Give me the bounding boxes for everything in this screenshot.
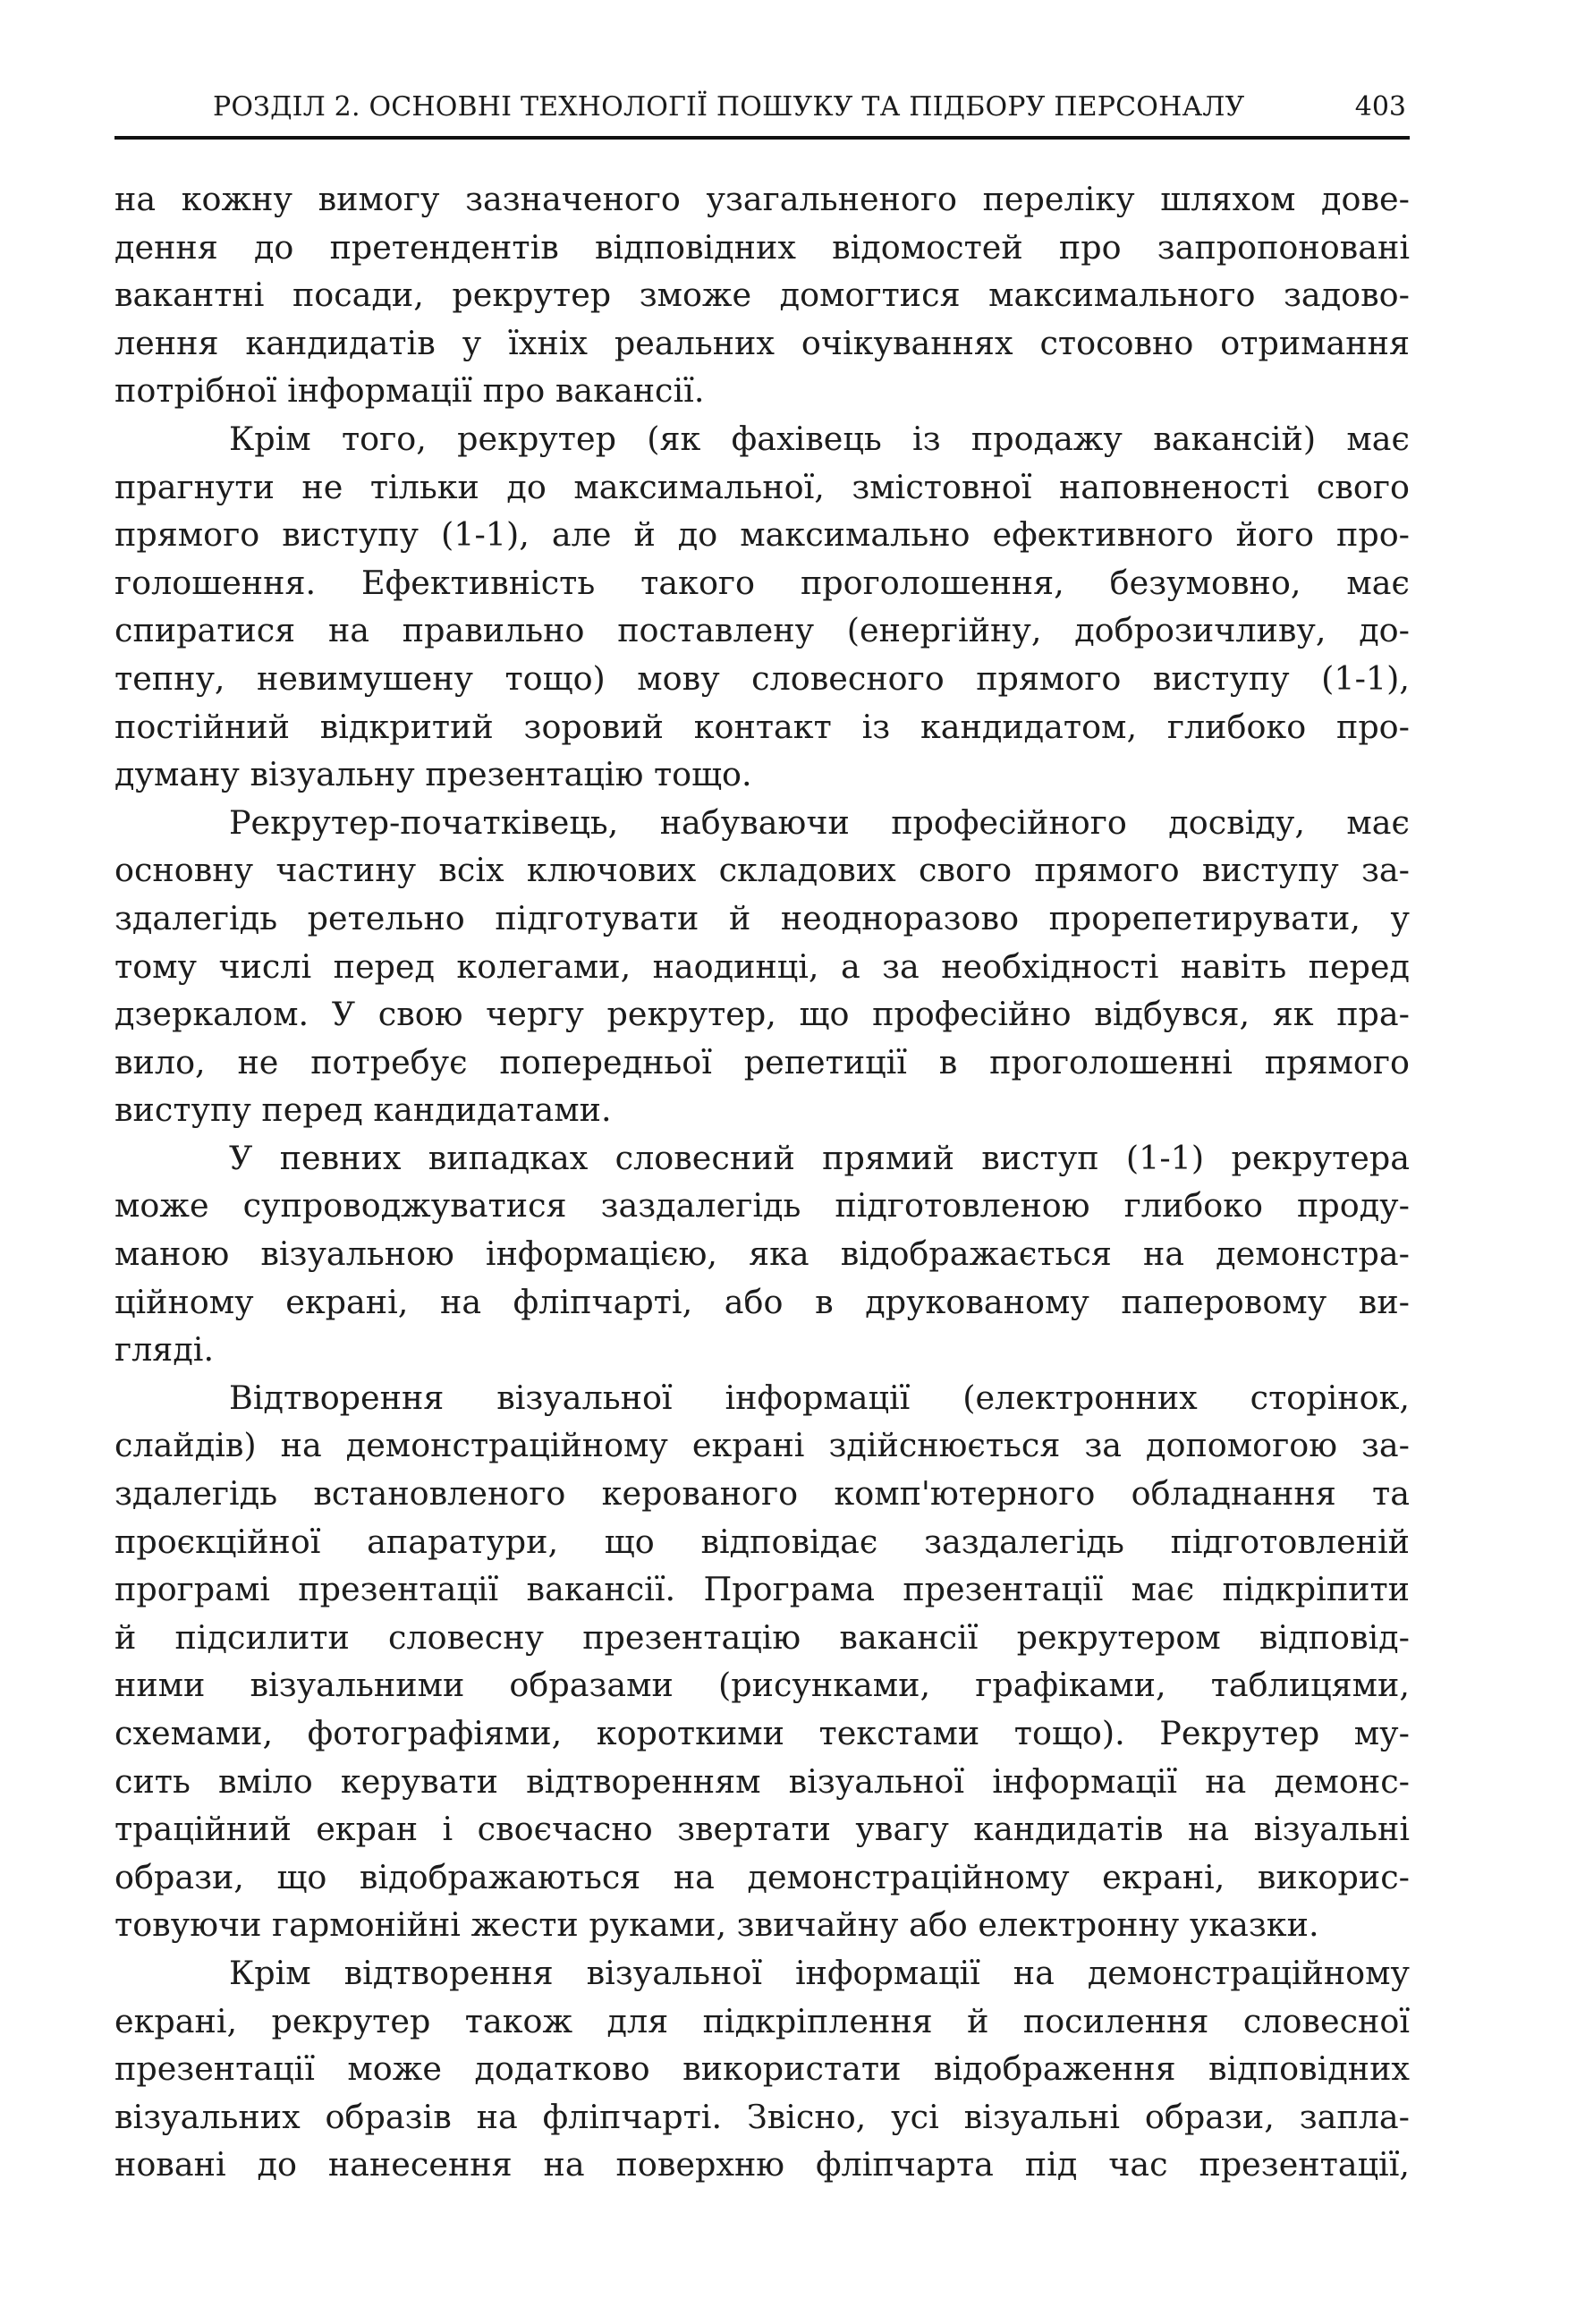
- text-line: основну частину всіх ключових складових свого прямого виступу за-: [114, 851, 1410, 890]
- text-line: ційному екрані, на фліпчарті, або в друкованому паперовому ви-: [114, 1282, 1410, 1321]
- page-number: 403: [1354, 91, 1406, 123]
- text-line: схемами, фотографіями, короткими текстами тощо). Рекрутер му-: [114, 1714, 1410, 1752]
- text-line: спиратися на правильно поставлену (енергійну, доброзичливу, до-: [114, 611, 1410, 650]
- text-line: образи, що відображаються на демонстраційному екрані, викорис-: [114, 1857, 1410, 1896]
- text-line: на кожну вимогу зазначеного узагальненого переліку шляхом дове-: [114, 180, 1410, 218]
- text-line: виступу перед кандидатами.: [114, 1090, 612, 1130]
- text-line: гляді.: [114, 1330, 215, 1370]
- text-line: програмі презентації вакансії. Програма презентації має підкріпити: [114, 1570, 1410, 1609]
- text-line: сить вміло керувати відтворенням візуальної інформації на демонс-: [114, 1761, 1410, 1801]
- text-line: слайдів) на демонстраційному екрані здійснюється за допомогою за-: [114, 1426, 1410, 1465]
- text-line: тому числі перед колегами, наодинці, а за необхідності навіть перед: [114, 946, 1410, 986]
- text-line: товуючи гармонійні жести руками, звичайну або електронну указки.: [114, 1905, 1319, 1945]
- text-line: У певних випадках словесний прямий виступ (1-1) рекрутера: [229, 1138, 1410, 1177]
- text-line: лення кандидатів у їхніх реальних очікуваннях стосовно отримання: [114, 323, 1410, 362]
- text-line: дення до претендентів відповідних відомостей про запропоновані: [114, 227, 1410, 267]
- text-line: й підсилити словесну презентацію вакансії рекрутером відповід-: [114, 1617, 1410, 1657]
- text-line: голошення. Ефективність такого проголошення, безумовно, має: [114, 563, 1410, 602]
- paragraph: [114, 799, 1410, 1134]
- running-header: [114, 86, 1410, 140]
- paragraph: [114, 1949, 1410, 2189]
- paragraph: [114, 415, 1410, 799]
- text-line: здалегідь встановленого керованого комп'ютерного обладнання та: [114, 1474, 1410, 1514]
- text-line: вило, не потребує попередньої репетиції в проголошенні прямого: [114, 1042, 1410, 1081]
- text-line: екрані, рекрутер також для підкріплення й посилення словесної: [114, 2001, 1410, 2040]
- text-line: траційний екран і своєчасно звертати увагу кандидатів на візуальні: [114, 1810, 1410, 1849]
- text-line: постійний відкритий зоровий контакт із кандидатом, глибоко про-: [114, 707, 1410, 746]
- text-line: прямого виступу (1-1), але й до максимально ефективного його про-: [114, 515, 1410, 555]
- text-line: маною візуальною інформацією, яка відображається на демонстра-: [114, 1234, 1410, 1274]
- text-line: вакантні посади, рекрутер зможе домогтися максимального задово-: [114, 276, 1410, 315]
- text-line: ними візуальними образами (рисунками, графіками, таблицями,: [114, 1666, 1410, 1705]
- text-line: може супроводжуватися заздалегідь підготовленою глибоко проду-: [114, 1186, 1410, 1226]
- paragraph: [114, 1374, 1410, 1949]
- text-line: Рекрутер-початківець, набуваючи професійного досвіду, має: [229, 802, 1410, 842]
- body-text: [114, 175, 1410, 2189]
- text-line: прагнути не тільки до максимальної, змістовної наповненості свого: [114, 467, 1410, 506]
- text-line: презентації може додатково використати відображення відповідних: [114, 2049, 1410, 2089]
- text-line: дзеркалом. У свою чергу рекрутер, що професійно відбувся, як пра-: [114, 995, 1410, 1034]
- chapter-title: РОЗДІЛ 2. ОСНОВНІ ТЕХНОЛОГІЇ ПОШУКУ ТА ПІДБОРУ ПЕРСОНАЛУ: [213, 91, 1245, 123]
- text-line: візуальних образів на фліпчарті. Звісно, усі візуальні образи, запла-: [114, 2097, 1410, 2136]
- text-line: проєкційної апаратури, що відповідає заздалегідь підготовленій: [114, 1522, 1410, 1561]
- text-line: Крім того, рекрутер (як фахівець із продажу вакансій) має: [229, 419, 1410, 458]
- paragraph: [114, 1134, 1410, 1374]
- text-line: тепну, невимушену тощо) мову словесного прямого виступу (1-1),: [114, 658, 1410, 698]
- text-line: новані до нанесення на поверхню фліпчарта під час презентації,: [114, 2145, 1410, 2184]
- text-line: Крім відтворення візуальної інформації на демонстраційному: [229, 1953, 1410, 1992]
- text-line: здалегідь ретельно підготувати й неодноразово прорепетирувати, у: [114, 898, 1410, 937]
- text-line: Відтворення візуальної інформації (електронних сторінок,: [229, 1378, 1410, 1417]
- text-line: думану візуальну презентацію тощо.: [114, 755, 752, 794]
- paragraph: [114, 175, 1410, 415]
- text-line: потрібної інформації про вакансії.: [114, 371, 705, 411]
